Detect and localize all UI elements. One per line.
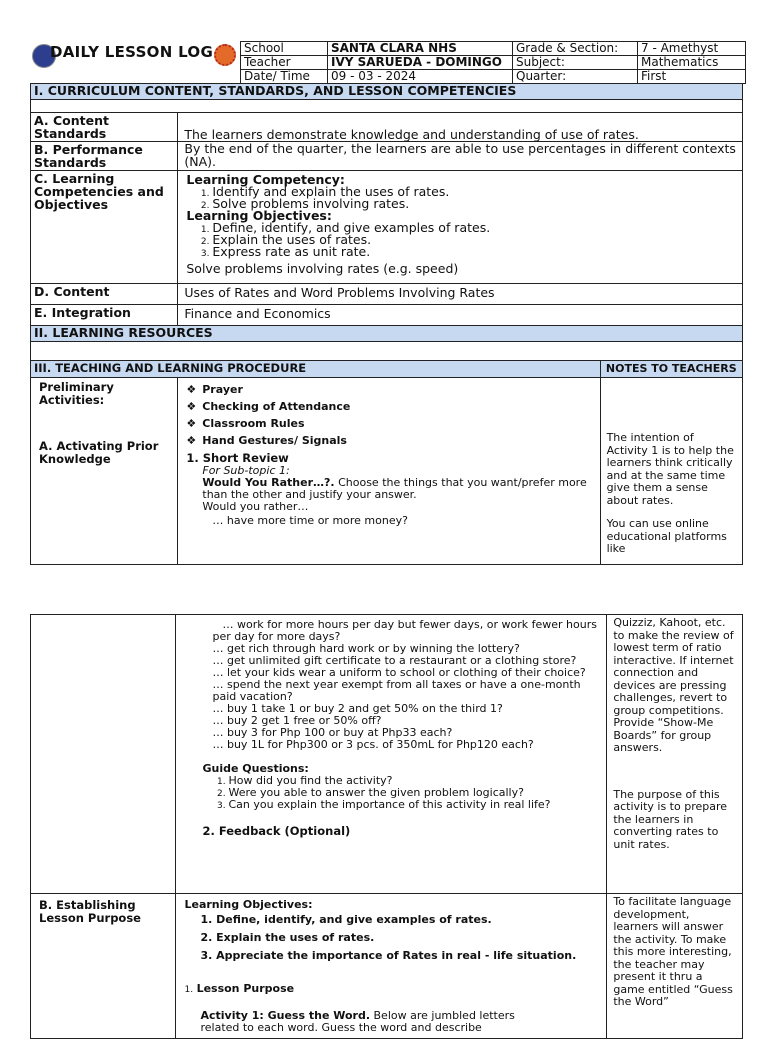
competencies-cell	[178, 171, 743, 284]
content-standards-label: A. Content Standards	[31, 113, 178, 142]
lc-extra: Solve problems involving rates (e.g. speed)	[186, 261, 459, 276]
subject-label: Subject:	[513, 56, 638, 70]
activity-instructions: Activity 1: Guess the Word. Below are jumbled letters	[200, 1009, 515, 1022]
establishing-label: B. Establishing Lesson Purpose	[39, 898, 141, 925]
competencies-label: C. Learning Competencies and Objectives	[31, 171, 178, 284]
prelim-item: ❖ Hand Gestures/ Signals	[186, 434, 347, 447]
section-procedure-header: III. TEACHING AND LEARNING PROCEDURE	[31, 361, 601, 378]
teacher-value: IVY SARUEDA - DOMINGO	[328, 56, 513, 70]
lo-item: 3. Express rate as unit rate.	[212, 246, 736, 258]
diamond-bullet-icon: ❖	[186, 383, 197, 396]
quarter-label: Quarter:	[513, 70, 638, 84]
grade-section-value: 7 - Amethyst	[638, 42, 746, 56]
questions-cell	[176, 615, 607, 894]
question-item: … buy 3 for Php 100 or buy at Php33 each?	[212, 726, 453, 739]
question-item: … have more time or more money?	[212, 514, 408, 527]
lesson-table-page2	[30, 614, 743, 1039]
notes-cell	[600, 378, 742, 565]
integration-label: E. Integration	[31, 305, 178, 326]
question-item: … buy 1L for Php300 or 3 pcs. of 350mL for Php120 each?	[212, 738, 534, 751]
procedure-body-cell	[178, 378, 600, 565]
dll-title: DAILY LESSON LOG	[50, 43, 214, 61]
guide-questions-title: Guide Questions:	[202, 762, 309, 775]
activity-instructions-cont: related to each word. Guess the word and describe	[200, 1021, 482, 1034]
question-item: … work for more hours per day but fewer days, or work fewer hours per day for more days?	[212, 618, 597, 643]
date-value: 09 - 03 - 2024	[328, 70, 513, 84]
lo-item: 1. Define, identify, and give examples of rates.	[212, 222, 736, 234]
question-item: … spend the next year exempt from all taxes or have a one-month paid vacation?	[212, 678, 581, 703]
school-value: SANTA CLARA NHS	[328, 42, 513, 56]
short-review-title: 1. Short Review	[186, 451, 289, 465]
lesson-purpose-title: 1. Lesson Purpose	[184, 982, 295, 995]
spacer-row	[31, 100, 743, 113]
lesson-table-page1	[30, 83, 743, 565]
notes-header: NOTES TO TEACHERS	[600, 361, 742, 378]
notes-cell	[607, 615, 743, 894]
content-standards-text: The learners demonstrate knowledge and understanding of use of rates.	[178, 113, 743, 142]
content-label: D. Content	[31, 284, 178, 305]
feedback-title: 2. Feedback (Optional)	[202, 824, 351, 838]
section-curriculum-header: I. CURRICULUM CONTENT, STANDARDS, AND LESSON COMPETENCIES	[31, 84, 743, 100]
lc-item: 2. Solve problems involving rates.	[212, 198, 736, 210]
diamond-bullet-icon: ❖	[186, 434, 197, 447]
prelim-item: ❖ Checking of Attendance	[186, 400, 351, 413]
spacer-row	[31, 342, 743, 361]
lo-item: 2. Explain the uses of rates.	[200, 931, 375, 944]
establishing-label-cell	[31, 894, 176, 1039]
lo-title: Learning Objectives:	[184, 898, 313, 911]
would-you-rather: Would you rather…	[202, 500, 309, 513]
lo-item: 2. Explain the uses of rates.	[212, 234, 736, 246]
question-item: … let your kids wear a uniform to school or clothing of their choice?	[212, 666, 586, 679]
prelim-label: Preliminary Activities:	[39, 380, 114, 407]
guide-question: 2. Were you able to answer the given problem logically?	[228, 787, 598, 799]
lc-item: 1. Identify and explain the uses of rates.	[212, 186, 736, 198]
lc-title: Learning Competency:	[186, 172, 345, 187]
note-text: You can use online educational platforms like	[606, 517, 727, 555]
integration-text: Finance and Economics	[178, 305, 743, 326]
blank-label-cell	[31, 615, 176, 894]
guide-question: 3. Can you explain the importance of this activity in real life?	[228, 799, 598, 811]
teacher-label: Teacher	[241, 56, 328, 70]
activating-label: A. Activating Prior Knowledge	[39, 439, 159, 466]
school-seal-icon	[214, 44, 236, 66]
note-text: The purpose of this activity is to prepare the learners in converting rates to unit rates.	[613, 787, 728, 851]
date-label: Date/ Time	[241, 70, 328, 84]
diamond-bullet-icon: ❖	[186, 417, 197, 430]
question-item: … buy 2 get 1 free or 50% off?	[212, 714, 382, 727]
grade-section-label: Grade & Section:	[513, 42, 638, 56]
question-item: … get rich through hard work or by winning the lottery?	[212, 642, 520, 655]
diamond-bullet-icon: ❖	[186, 400, 197, 413]
procedure-label-cell	[31, 378, 178, 565]
question-item: … buy 1 take 1 or buy 2 and get 50% on the third 1?	[212, 702, 503, 715]
performance-standards-label: B. Performance Standards	[31, 142, 178, 171]
wyr-instructions: Would You Rather…?. Choose the things that you want/prefer more than the other and justify your answer.	[202, 476, 587, 501]
header-info-table	[240, 41, 746, 84]
notes-cell	[607, 894, 743, 1039]
guide-question: 1. How did you find the activity?	[228, 775, 598, 787]
subject-value: Mathematics	[638, 56, 746, 70]
note-text: The intention of Activity 1 is to help the learners think critically and at the same time give them a sense about rates.	[606, 431, 734, 507]
section-resources-header: II. LEARNING RESOURCES	[31, 326, 743, 342]
school-label: School	[241, 42, 328, 56]
prelim-item: ❖ Classroom Rules	[186, 417, 305, 430]
note-text: Quizziz, Kahoot, etc. to make the review of lowest term of ratio interactive. If internet connection and devices are pressing challenges, revert to group competitions. Provide “Show-Me Boards” for group answers.	[613, 616, 734, 754]
subtopic-label: For Sub-topic 1:	[202, 464, 290, 477]
prelim-item: ❖ Prayer	[186, 383, 243, 396]
lo-item: 3. Appreciate the importance of Rates in real - life situation.	[200, 949, 577, 962]
lo-title: Learning Objectives:	[186, 208, 332, 223]
quarter-value: First	[638, 70, 746, 84]
question-item: … get unlimited gift certificate to a restaurant or a clothing store?	[212, 654, 577, 667]
lo-item: 1. Define, identify, and give examples of rates.	[200, 913, 492, 926]
note-text: To facilitate language development, learners will answer the activity. To make this more interesting, the teacher may present it thru a game entitled “Guess the Word”	[613, 895, 733, 1008]
content-text: Uses of Rates and Word Problems Involving Rates	[178, 284, 743, 305]
establishing-body-cell	[176, 894, 607, 1039]
performance-standards-text: By the end of the quarter, the learners are able to use percentages in different contexts (NA).	[178, 142, 743, 171]
